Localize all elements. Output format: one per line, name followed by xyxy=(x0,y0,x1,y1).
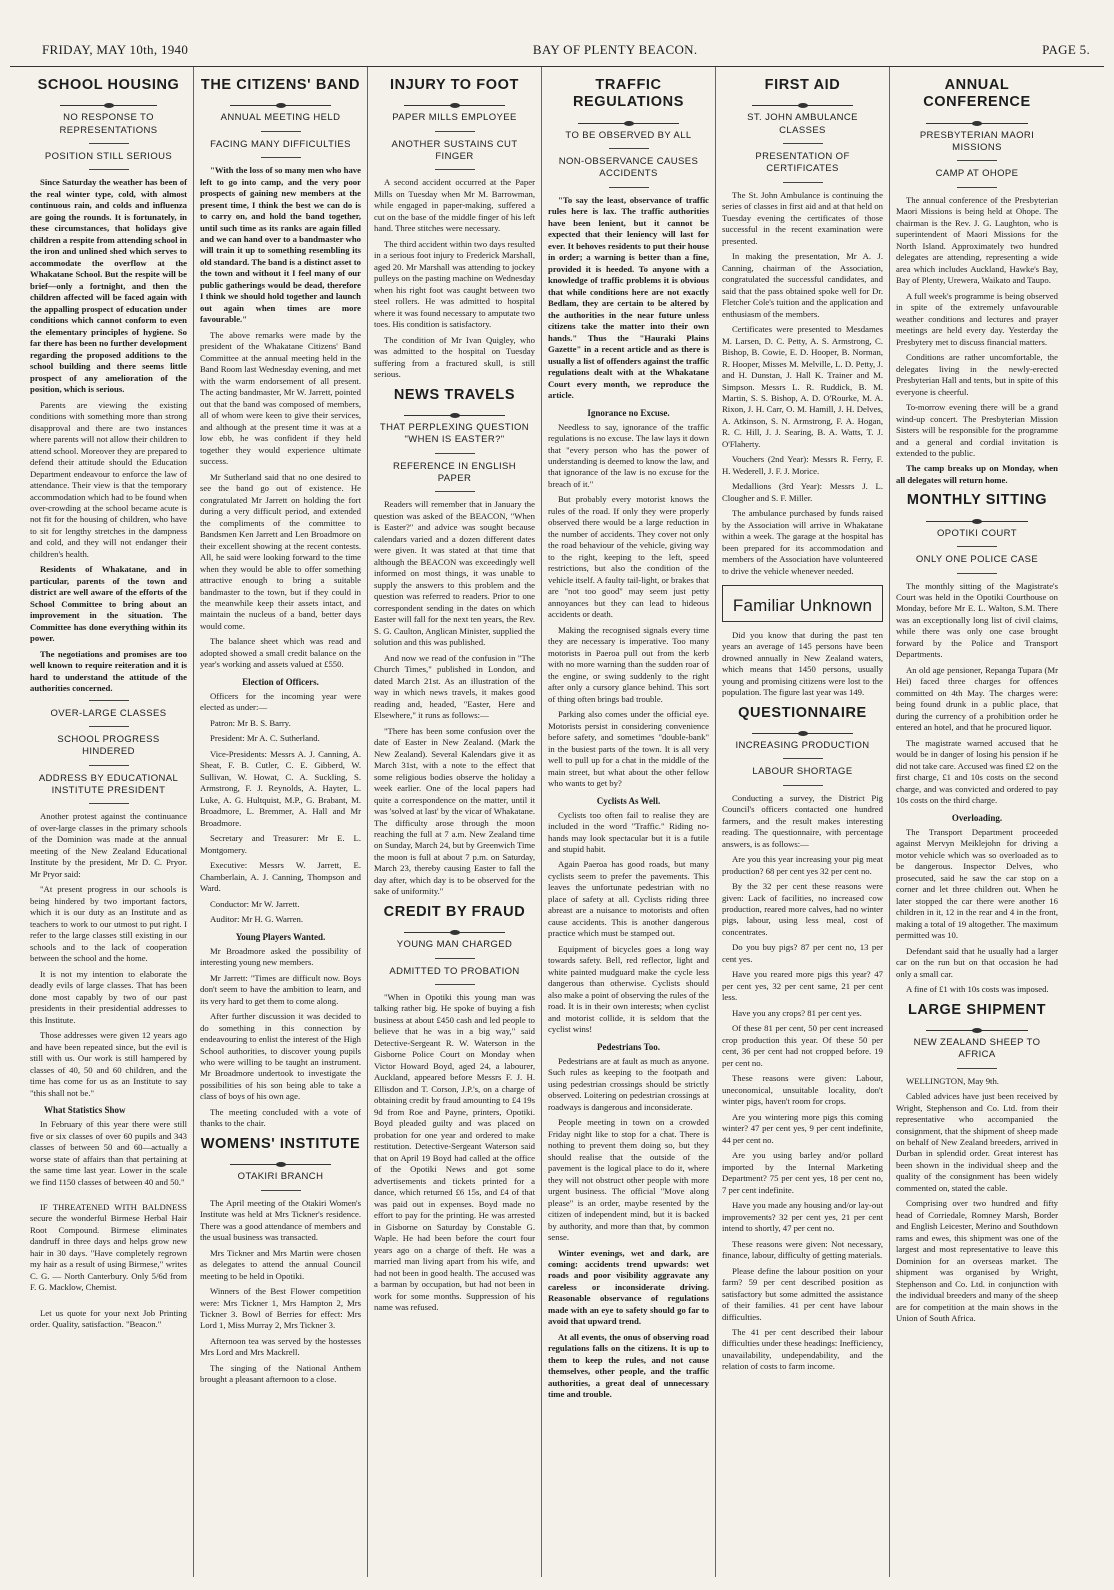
article-paragraph: A second accident occurred at the Paper Mills on Tuesday when Mr M. Barrowman, while engaged in paper-making, suffered a cut on the base of the middle finger of his left hand. Three stitches were necessary. xyxy=(374,177,535,234)
article-paragraph: It is not my intention to elaborate the deadly evils of large classes. That has been done most capably by two of our past presidents in their presidential addresses to this Institute. xyxy=(30,968,187,1025)
headline-rule xyxy=(404,924,505,933)
subheading: NON-OBSERVANCE CAUSES ACCIDENTS xyxy=(558,156,699,180)
headline-rule xyxy=(230,1156,331,1165)
article-paragraph: Of these 81 per cent, 50 per cent increased crop production this year. Of these 50 per cent, 36 per cent had not cropped before. 19 per cent no. xyxy=(722,1023,883,1068)
divider xyxy=(435,984,475,985)
divider xyxy=(957,573,997,574)
article-paragraph: Cabled advices have just been received by Wright, Stephenson and Co. Ltd. from their representative who accompanied the consignment, that the shipment of sheep made on behalf of New Zealand breeders, arrived in Durban in splendid order. Great interest has been shown in the individual sheep and the quality of the consignment has been widely commented on, stated the cable. xyxy=(896,1091,1058,1193)
headline-monthly-sitting: MONTHLY SITTING xyxy=(906,492,1048,509)
headline-womens-institute: WOMENS' INSTITUTE xyxy=(200,1135,361,1152)
headline-annual-conference: ANNUAL CONFERENCE xyxy=(923,77,1031,111)
article-paragraph: Comprising over two hundred and fifty head of Corriedale, Romney Marsh, Border and English Leicester, Merino and Southdown rams and ewes, this shipment was one of the largest and most representative to leave this Dominion for an overseas market. The shipment was organised by Wright, Stephenson and Co. Ltd. in conjunction with the individual breeders and many of the sheep are for competition at the main shows in the Union of South Africa. xyxy=(896,1198,1058,1324)
article-paragraph: The Transport Department proceeded against Mervyn Meiklejohn for driving a motor vehicle which was so overloaded as to be dangerous. Inspector Delves, who prosecuted, said he saw the car stop on a corner and let three children out. When he later stopped the car there were another 16 children in it, 12 in the rear and 4 in the front, making a total of 19 altogether. The maximum permitted was 10. xyxy=(896,826,1058,941)
subheading: NEW ZEALAND SHEEP TO AFRICA xyxy=(913,1036,1041,1061)
subheading: ANOTHER SUSTAINS CUT FINGER xyxy=(391,138,518,163)
officer-entry: Executive: Messrs W. Jarrett, E. Chamberlain, A. J. Canning, Thompson and Ward. xyxy=(200,860,361,894)
article-paragraph: The St. John Ambulance is continuing the series of classes in first aid and at that held on Tuesday evening the certificates of those successful in the recent examination were presented. xyxy=(722,189,883,246)
article-paragraph: Winners of the Best Flower competition were: Mrs Tickner 1, Mrs Hampton 2, Mrs Tickner 3. Bowl of Berries for effect: Mrs Lord 1, Miss Murray 2, Mrs Tickner 3. xyxy=(200,1286,361,1331)
article-paragraph: The ambulance purchased by funds raised by the Association will arrive in Whakatane within a week. The garage at the hospital has been prepared for its accommodation and members of the Association have volunteered to drive the vehicle whenever needed. xyxy=(722,508,883,576)
article-paragraph: The third accident within two days resulted in a serious foot injury to Frederick Marshall, aged 20. Mr Marshall was attending to jockey pulleys on the pasting machine on Wednesday when his right foot was caught between two steel rollers. He was admitted to hospital where it was found necessary to amputate two toes. His condition is satisfactory. xyxy=(374,238,535,330)
article-paragraph: Defendant said that he usually had a larger car on the run but on that occasion he had only a small car. xyxy=(896,945,1058,979)
article-paragraph: Residents of Whakatane, and in particular, parents of the town and district are well aware of the efforts of the School Committee to bring about an improvement in the situation. The Committee has done everything within its power. xyxy=(30,564,187,644)
article-paragraph: These reasons were given: Not necessary, finance, labour, difficulty of getting materials. xyxy=(722,1238,883,1261)
subheading: LABOUR SHORTAGE xyxy=(752,766,853,778)
advertisement: IF THREATENED WITH BALDNESS secure the wonderful Birmese Herbal Hair Root Compound. Birmese eliminates dandruff in three days and helps grow new hair in 30 days. "Have completely regrown my hair as a result of using Birmese," writes C. G. — North Canterbury. Only 5/6d from F. G. Macklow, Chemist. xyxy=(30,1201,187,1293)
divider xyxy=(89,803,129,804)
article-paragraph: An old age pensioner, Repanga Tupara (Mr Hei) faced three charges for offences committed on 4th May. The charges were: being found drunk in a public place, that during the currency of a prohibition order he entered an hotel, and that he procured liquor. xyxy=(896,664,1058,733)
headline-rule xyxy=(752,97,853,106)
divider xyxy=(957,1068,997,1069)
article-paragraph: Another protest against the continuance of over-large classes in the primary schools of the Dominion was made at the annual meeting of the New Zealand Educational Institute by the president, Mr D. C. Pryor. Mr Pryor said: xyxy=(30,811,187,879)
article-paragraph: The above remarks were made by the president of the Whakatane Citizens' Band Committee at the annual meeting held in the Band Room last Wednesday evening, and met with the warm endorsement of all present. The acting bandmaster, Mr W. Jarrett, pointed out that the band was composed of members, all of whom were keen to give their services, and although at the present time it was at a low ebb, he was confident if they held together they would experience ultimate success. xyxy=(200,329,361,467)
article-paragraph: And now we read of the confusion in "The Church Times," published in London, and dated March 21st. As an illustration of the way in which news travels, it makes good reading and, headed, "Easter, Here and Elsewhere," it runs as follows:— xyxy=(374,652,535,721)
article-paragraph: Certificates were presented to Mesdames M. Larsen, D. C. Petty, A. S. Armstrong, C. Bishop, B. Cowie, E. D. Hooper, B. Norman, R. Hooper, Misses M. Melville, L. D. Petty, J. and H. Dunstan, J. Hall K. Trainer and M. Simpson. Messrs L. R. Ruddick, B. M. Martin, S. S. Bishop, A. D. O'Rourke, M. A. Rixon, J. H. Carr, O. M. Hamill, J. H. Delves, A. Atkinson, S. N. Armstrong, F. A. Hogan, R. C. Hill, J. J. Searing, B. A. Watts, T. J. O'Flaherty. xyxy=(722,324,883,449)
masthead-paper-name: BAY OF PLENTY BEACON. xyxy=(532,42,698,57)
subheading: ADMITTED TO PROBATION xyxy=(389,965,520,977)
subheading: INCREASING PRODUCTION xyxy=(735,739,870,751)
subheading: FACING MANY DIFFICULTIES xyxy=(210,138,351,150)
column-4 xyxy=(542,67,716,1577)
divider xyxy=(89,169,129,170)
divider xyxy=(261,157,301,158)
article-paragraph: The balance sheet which was read and adopted showed a small credit balance on the year's working and assets valued at £550. xyxy=(200,636,361,670)
subheading: ST. JOHN AMBULANCE CLASSES xyxy=(747,112,858,136)
article-paragraph: The negotiations and promises are too well known to require reiteration and it is hard to understand the attitude of the authorities concerned. xyxy=(30,648,187,694)
article-paragraph: "At present progress in our schools is being hindered by two important factors, which it is our duty as an Institute and as teachers to work to our utmost to put right. I refer to the large classes still existing in our schools and to the lack of cooperation between the school and the home. xyxy=(30,884,187,964)
article-paragraph: Conditions are rather uncomfortable, the delegates living in the newly-erected Presbyterian Hall and tents, but in spite of this everyone is cheerful. xyxy=(896,352,1058,397)
article-paragraph: The April meeting of the Otakiri Women's Institute was held at Mrs Tickner's residence. There was a good attendance of members and the usual business was transacted. xyxy=(200,1197,361,1243)
subheading: OTAKIRI BRANCH xyxy=(237,1171,324,1183)
headline-school-housing: SCHOOL HOUSING xyxy=(37,77,180,93)
divider xyxy=(89,765,129,766)
article-paragraph: A fine of £1 with 10s costs was imposed. xyxy=(906,984,1049,995)
divider xyxy=(609,148,649,149)
article-paragraph: Parking also comes under the official eye. Motorists persist in considering convenience before safety, and sometimes "double-bank" in the busiest parts of the town. It is all very well to pull up for a chat in the middle of the main street, but what about the other fellow who wants to get by? xyxy=(548,709,709,789)
headline-rule xyxy=(578,115,679,124)
headline-first-aid: FIRST AID xyxy=(764,77,841,93)
headline-large-shipment: LARGE SHIPMENT xyxy=(907,1001,1047,1018)
divider xyxy=(435,453,475,454)
subheading: NO RESPONSE TO REPRESENTATIONS xyxy=(59,112,158,136)
article-paragraph: Parents are viewing the existing conditions with something more than strong disapproval and there are two instances where parents will not allow their children to attend school. Moreover they are prepared to defend their attitude should the Education Department endeavour to enforce the law of attendance. Their view is that the temporary accommodation which had to be found when over-crowding at the school became acute is not fit for the housing of children, who have to sit for lengthy stretches in the dampness and cold, and they will not endanger their children's health. xyxy=(30,399,187,559)
article-paragraph: Needless to say, ignorance of the traffic regulations is no excuse. The law lays it down that "every person who has the power of understanding is deemed to know the law, and that ignorance of the law is no excuse for the breach of it." xyxy=(548,421,709,489)
column-5 xyxy=(716,67,890,1577)
article-paragraph: Vouchers (2nd Year): Messrs R. Ferry, F. H. Wederell, J. F. J. Morice. xyxy=(722,454,883,476)
subheading: YOUNG MAN CHARGED xyxy=(396,939,513,951)
article-paragraph: People meeting in town on a crowded Friday night like to stop for a chat. There is nothing to prevent them doing so, but they should realise that the outside of the pavement is the logical place to do it, where they will not obstruct other people with more urgent business. The official "Move along please" is an order, maybe resented by the citizen of independent mind, but it is backed by authority, and more than that, by common sense. xyxy=(548,1117,709,1243)
officer-entry: Auditor: Mr H. G. Warren. xyxy=(210,914,303,925)
article-paragraph: Are you this year increasing your pig meat production? 68 per cent yes 32 per cent no. xyxy=(722,854,883,876)
article-paragraph: By the 32 per cent these reasons were given: Lack of facilities, no increased cow production, reared more calves, had no winter pigs, labour, using less meal, cost of concentrates. xyxy=(722,881,883,937)
article-paragraph: "When in Opotiki this young man was talking rather big. He spoke of buying a fish business at about £450 cash and led people to believe that he was in a big way," said Detective-Sergeant R. W. Waterson in the Gisborne Police Court on Monday when Victor Howard Boyd, aged 24, a labourer, Auckland, appeared before Messrs F. J. H. Ellisdon and T. Corson, J.P.'s, on a charge of obtaining credit by fraud amounting to £4 19s 9d from Roe and Payne, printers, Opotiki. Boyd pleaded guilty and was placed on probation for one year and ordered to make restitution. Detective-Sergeant Waterson said that on April 19 Boyd had called at the office of the Opotiki News and got some advertisements and tickets printed for a dance, which returned £6 15s, and £4 of that was paid out in expenses. Boyd made no effort to pay for the printing. He was arrested in Gisborne on Saturday by Constable G. Waple. He had been before the court four years ago on a charge of theft. He was a married man living apart from his wife, and had not been in good health. The accused was a barman by occupation, but had not been in work for some months. Suppression of his name was refused. xyxy=(374,991,535,1313)
article-paragraph: Afternoon tea was served by the hostesses Mrs Lord and Mrs Mackrell. xyxy=(200,1335,361,1358)
article-paragraph: "There has been some confusion over the date of Easter in New Zealand. (Mark the New Zealand). Several Kalendars give it as March 31st, with a note to the effect that some religious bodies observe the holiday a week earlier. One of the local papers had quite a correspondence on the matter, until it was 'solved at last' by the vicar of Whakatane. The difficulty arose through the moon reaching the full at 7 a.m. New Zealand time on Sunday, March 24, but by Greenwich Time the moon is full at about 7 p.m. on Saturday, March 23, thereby causing Easter to fall the day after, which day is to be observed for the sake of uniformity." xyxy=(374,725,535,897)
section-subhead: Young Players Wanted. xyxy=(235,931,326,942)
divider xyxy=(435,491,475,492)
headline-rule xyxy=(752,725,853,734)
subheading: OPOTIKI COURT xyxy=(937,527,1017,539)
article-paragraph: Those addresses were given 12 years ago and have been repeated since, but the evil is still with us. Our work is still hampered by classes of 40, 50 and 60 children, and the time has come for us as an Institute to say "this shall not be." xyxy=(30,1030,187,1098)
article-paragraph: The meeting concluded with a vote of thanks to the chair. xyxy=(200,1106,361,1129)
divider xyxy=(783,758,823,759)
section-subhead: Cyclists As Well. xyxy=(596,795,661,806)
article-paragraph: Again Paeroa has good roads, but many cyclists seem to prefer the pavements. This leaves the unfortunate pedestrian with no place of safety at all. Cyclists riding three abreast are a nuisance to motorists and often cause accidents. This is another dangerous practice which must be stamped out. xyxy=(548,859,709,939)
advertisement: Let us quote for your next Job Printing order. Quality, satisfaction. "Beacon." xyxy=(30,1307,187,1330)
headline-questionnaire: QUESTIONNAIRE xyxy=(738,704,867,721)
article-paragraph: The condition of Mr Ivan Quigley, who was admitted to the hospital on Tuesday suffering from a fractured skull, is still serious. xyxy=(374,334,535,380)
headline-injury-to-foot: INJURY TO FOOT xyxy=(390,77,519,93)
article-paragraph: Medallions (3rd Year): Messrs J. L. Clougher and S. F. Miller. xyxy=(722,481,883,503)
article-paragraph: The singing of the National Anthem brought a pleasant afternoon to a close. xyxy=(200,1362,361,1385)
officer-entry: Conductor: Mr W. Jarrett. xyxy=(210,898,300,909)
officer-entry: Patron: Mr B. S. Barry. xyxy=(210,717,291,728)
headline-rule xyxy=(230,97,331,106)
article-paragraph: Winter evenings, wet and dark, are coming: accidents trend upwards: wet roads and poor visibility aggravate any careless or inconsiderate driving. Reasonable observance of regulations made with an eye to safety should go far to avoid that upward trend. xyxy=(548,1247,709,1327)
article-paragraph: The 41 per cent described their labour difficulties under these headings: Inefficiency, unavailability, undependability, and the relation of costs to farm income. xyxy=(722,1326,883,1372)
headline-rule xyxy=(404,407,505,416)
headline-credit-by-fraud: CREDIT BY FRAUD xyxy=(383,903,526,920)
article-paragraph: Conducting a survey, the District Pig Council's officers contacted one hundred farmers, and the result makes interesting reading. The questionnaire, with percentage answers, is as follows:— xyxy=(722,792,883,849)
subheading: THAT PERPLEXING QUESTION "WHEN IS EASTER?" xyxy=(379,422,530,446)
article-paragraph: These reasons were given: Labour, uneconomical, unsuitable locality, don't winter pigs, haven't room for crops. xyxy=(722,1073,883,1107)
article-paragraph: The annual conference of the Presbyterian Maori Missions is being held at Ohope. The chairman is the Rev. J. G. Laughton, who is superintendent of Maori Missions for the North Island. Approximately two hundred delegates are attending, representing a wide area which includes Auckland, Hawke's Bay, Bay of Plenty, Urewera, Waikato and Taupo. xyxy=(896,194,1058,286)
article-paragraph: "With the loss of so many men who have left to go into camp, and the very poor prospects of gaining new members at the present time, I think the best we can do is to carry on, and hold the band together, until such time as its ranks are again filled and we can hand over to a bandmaster who will train it up to something resembling its old standard. The band is a distinct asset to the town and without it I feel many of our public gatherings would be dead, therefore I think we should hold together and launch out again when times are more favourable." xyxy=(200,165,361,325)
subheading: TO BE OBSERVED BY ALL xyxy=(565,129,692,141)
article-paragraph: To-morrow evening there will be a grand wind-up concert. The Presbyterian Mission Sisters will be responsible for the programme and a general and cordial invitation is extended to the public. xyxy=(896,402,1058,458)
divider xyxy=(957,160,997,161)
article-paragraph: Please define the labour position on your farm? 59 per cent described position as satisfactory but some admitted the assistance of their families. 41 per cent have labour difficulties. xyxy=(722,1265,883,1322)
article-paragraph: Making the recognised signals every time they are necessary is imperative. Too many motorists in Paeroa pull out from the kerb with no more warning than the sudden roar of the engine, or swing suddenly to the right after only a cursory glance behind. This sort of thing often brings bad trouble. xyxy=(548,624,709,704)
divider xyxy=(435,131,475,132)
divider xyxy=(89,143,129,144)
subheading: ONLY ONE POLICE CASE xyxy=(915,554,1039,566)
headline-rule xyxy=(926,513,1028,522)
divider xyxy=(89,700,129,701)
masthead xyxy=(10,0,1104,67)
article-paragraph: Mr Jarrett: "Times are difficult now. Boys don't seem to have the ambition to learn, and its very hard to get them to come along. xyxy=(200,972,361,1006)
headline-citizens-band: THE CITIZENS' BAND xyxy=(200,77,361,93)
article-paragraph: The camp breaks up on Monday, when all delegates will return home. xyxy=(896,463,1058,485)
article-paragraph: Have you made any housing and/or lay-out improvements? 32 per cent yes, 21 per cent intend to shortly, 47 per cent no. xyxy=(722,1200,883,1234)
headline-rule xyxy=(926,1022,1028,1031)
article-paragraph: Have you any crops? 81 per cent yes. xyxy=(732,1007,862,1018)
headline-traffic-regulations: TRAFFIC REGULATIONS xyxy=(572,77,685,111)
section-subhead: Pedestrians Too. xyxy=(596,1041,660,1052)
subheading: PAPER MILLS EMPLOYEE xyxy=(392,112,517,124)
article-paragraph: A full week's programme is being observed in spite of the extremely unfavourable weather conditions and lectures and prayer meetings are held every day. Yesterday the Presbytery met to discuss financial matters. xyxy=(896,290,1058,347)
divider xyxy=(261,131,301,132)
article-paragraph: In making the presentation, Mr A. J. Canning, chairman of the Association, congratulated the successful candidates, and said that the pass obtained spoke well for Dr. Fletcher Cole's tuition and the application and enthusiasm of the members. xyxy=(722,251,883,319)
familiar-unknown-box xyxy=(722,585,883,621)
article-paragraph: Mr Broadmore asked the possibility of interesting young new members. xyxy=(200,945,361,968)
section-subhead: Ignorance no Excuse. xyxy=(587,407,670,418)
article-paragraph: Since Saturday the weather has been of the real winter type, cold, with almost continuous rain, and colds and influenza are going the rounds. It is fortunately, in these circumstances, that holidays give children a respite from attending school in the iron and unlined shed which serves to accommodate the overflow at the Whakatane School. But the respite will be brief—only a fortnight, and then the children affected will be faced again with the appalling prospect of education under conditions which cannot conform to even the elementary principles of hygiene. So far there has been no further development regarding the proposed additions to the school building and there seems little prospect of any amelioration of the position, which is serious. xyxy=(30,177,187,395)
article-paragraph: The monthly sitting of the Magistrate's Court was held in the Opotiki Courthouse on Monday, before Mr E. L. Walton, S.M. There was an exceptionally long list of civil claims, while there was only one case brought forward by the Police and Transport Departments. xyxy=(896,580,1058,660)
divider xyxy=(957,546,997,547)
subheading: OVER-LARGE CLASSES xyxy=(50,707,167,719)
article-paragraph: At all events, the onus of observing road regulations falls on the citizens. It is up to them to keep the rules, and not cause themselves, other people, and the traffic authorities, a great deal of unnecessary time and trouble. xyxy=(548,1331,709,1400)
headline-rule xyxy=(404,97,505,106)
officer-entry: Vice-Presidents: Messrs A. J. Canning, A. Sheat, F. B. Cutler, C. E. Gibberd, W. Sullivan, W. Howat, C. A. Suckling, S. Armstrong, F. J. Reynolds, A. Hayter, L. Luke, A. G. Hultquist, M.P., G. Brabant, M. Broadmore, L. Bremmer, A. Hall and Mr Broadmore. xyxy=(200,748,361,828)
article-paragraph: Readers will remember that in January the question was asked of the BEACON, "When is Easter?" and advice was sought because calendars varied and a dozen different dates were given. It was stated at that time that although the BEACON was exceedingly well informed on most things, it was unable to supply the answers to this problem and the question was referred to readers. Prior to one correspondent sending in the dates on which Easter will fall for the next ten years, the Rev. S. G. Caulton, Anglican Minister, supplied the solution and this was published. xyxy=(374,499,535,648)
section-subhead: What Statistics Show xyxy=(44,1105,126,1116)
section-subhead: Election of Officers. xyxy=(242,676,319,687)
subheading: PRESENTATION OF CERTIFICATES xyxy=(755,151,850,175)
divider xyxy=(261,1190,301,1191)
article-paragraph: In February of this year there were still five or six classes of over 60 pupils and 343 classes of between 50 and 60—actually a worse state of affairs than that pertaining at the same time last year. Lower in the scale we find 1150 classes of between 40 and 50." xyxy=(30,1119,187,1187)
column-3 xyxy=(368,67,542,1577)
divider xyxy=(783,143,823,144)
article-paragraph: Mr Sutherland said that no one desired to see the band go out of existence. He congratulated Mr Jarrett on holding the fort during a very difficult period, and extended the compliments of the committee to Bandsmen Ken Jarrett and Len Broadmore on their excellent showing at the recent contests. All, he said were looking forward to the time when they would be able to offer something attractive enough to bring a suitable bandmaster to the town, but if they could in the meanwhile keep their assets intact, and maintain the nucleus of a band, better days would come. xyxy=(200,471,361,631)
article-paragraph: Equipment of bicycles goes a long way towards safety. Bell, red reflector, light and white painted mudguard make the cycle less dangerous than otherwise. Cyclists should also make a point of observing the rules of the road. It is in their own interests; when cyclist and motorist collide, it is seldom that the cyclist wins! xyxy=(548,943,709,1035)
masthead-date: FRIDAY, MAY 10th, 1940 xyxy=(42,42,189,57)
divider xyxy=(435,958,475,959)
article-paragraph: The magistrate warned accused that he would be in danger of losing his pension if he did not take care. Accused was fined £2 on the first charge, £1 and 10s costs on the second charge, and was convicted and ordered to pay 10s costs on the third charge. xyxy=(896,737,1058,806)
article-paragraph: Are you using barley and/or pollard imported by the Internal Marketing Department? 75 per cent yes, 18 per cent no, 7 per cent indefinite. xyxy=(722,1150,883,1195)
column-2 xyxy=(194,67,368,1577)
column-1 xyxy=(10,67,194,1577)
subheading: ADDRESS BY EDUCATIONAL INSTITUTE PRESIDENT xyxy=(38,772,179,797)
divider xyxy=(957,187,997,188)
section-subhead: Overloading. xyxy=(951,812,1003,823)
article-paragraph: Have you reared more pigs this year? 47 per cent yes, 32 per cent same, 21 per cent less. xyxy=(722,969,883,1003)
article-paragraph: But probably every motorist knows the rules of the road. If only they were properly observed there would be a large reduction in the number of accidents. They cover not only the road behaviour of the vehicle, giving way to the right, keeping to the left, speed restrictions, but also the condition of the vehicle itself. A faulty tail-light, or brakes that are "not too good" may seem just petty annoyances but they can lead to hideous accidents or death. xyxy=(548,494,709,620)
officer-entry: President: Mr A. C. Sutherland. xyxy=(210,733,320,744)
divider xyxy=(783,785,823,786)
article-paragraph: Are you wintering more pigs this coming winter? 47 per cent yes, 9 per cent indefinite, 44 per cent no. xyxy=(722,1111,883,1145)
headline-news-travels: NEWS TRAVELS xyxy=(393,386,516,403)
column-6 xyxy=(890,67,1064,1577)
divider xyxy=(783,182,823,183)
subheading: SCHOOL PROGRESS HINDERED xyxy=(57,734,160,758)
headline-rule xyxy=(926,115,1028,124)
subheading: POSITION STILL SERIOUS xyxy=(44,151,173,163)
article-paragraph: Officers for the incoming year were elected as under:— xyxy=(200,690,361,713)
article-paragraph: "To say the least, observance of traffic rules here is lax. The traffic authorities have been lenient, but it cannot be expected that their leniency will last for ever. It behoves residents to put their house in order; a warning is better than a fine, provided it is heeded. To anyone with a knowledge of traffic problems it is obvious that while conditions here are not exactly Bedlam, they are certain to be altered by the authorities in the near future unless citizens take the matter into their own hands." Thus the "Hauraki Plains Gazette" in a recent article and as there is usually a list of offenders against the traffic regulations dealt with at the Whakatane Court every month, we reproduce the article. xyxy=(548,194,709,401)
divider xyxy=(435,169,475,170)
article-paragraph: After further discussion it was decided to do something in this connection by endeavouring to enlist the interest of the High School authorities, to discover young pupils who were willing to be taught an instrument. Mr Broadmore undertook to investigate the possibilities of his son being able to take a class of boys of his own age. xyxy=(200,1011,361,1102)
article-paragraph: Did you know that during the past ten years an average of 145 persons have been drowned annually in New Zealand waters, which means that 1450 persons, usually young and promising citizens were lost to the population. The figure last year was 149. xyxy=(722,629,883,698)
officer-entry: Secretary and Treasurer: Mr E. L. Montgomery. xyxy=(200,833,361,855)
columns xyxy=(10,67,1104,1577)
dateline: WELLINGTON, May 9th. xyxy=(906,1075,999,1086)
divider xyxy=(609,187,649,188)
subheading: CAMP AT OHOPE xyxy=(935,168,1019,180)
subheading: REFERENCE IN ENGLISH PAPER xyxy=(392,460,517,485)
masthead-page-number: PAGE 5. xyxy=(1042,42,1090,57)
divider xyxy=(89,726,129,727)
headline-rule xyxy=(60,97,157,106)
headline-familiar-unknown: Familiar Unknown xyxy=(732,596,873,616)
article-paragraph: Cyclists too often fail to realise they are included in the word "Traffic." Riding no-hands may look spectacular but it is a futile and stupid habit. xyxy=(548,809,709,854)
article-paragraph: Mrs Tickner and Mrs Martin were chosen as delegates to attend the annual Council meeting to be held in Opotiki. xyxy=(200,1247,361,1281)
article-paragraph: Do you buy pigs? 87 per cent no, 13 per cent yes. xyxy=(722,942,883,964)
article-paragraph: Pedestrians are at fault as much as anyone. Such rules as keeping to the footpath and using pedestrian crossings should be strictly observed. Loitering on pedestrian crossings at roadways is dangerous and inconsiderate. xyxy=(548,1055,709,1112)
subheading: ANNUAL MEETING HELD xyxy=(220,112,341,124)
subheading: PRESBYTERIAN MAORI MISSIONS xyxy=(919,129,1035,154)
